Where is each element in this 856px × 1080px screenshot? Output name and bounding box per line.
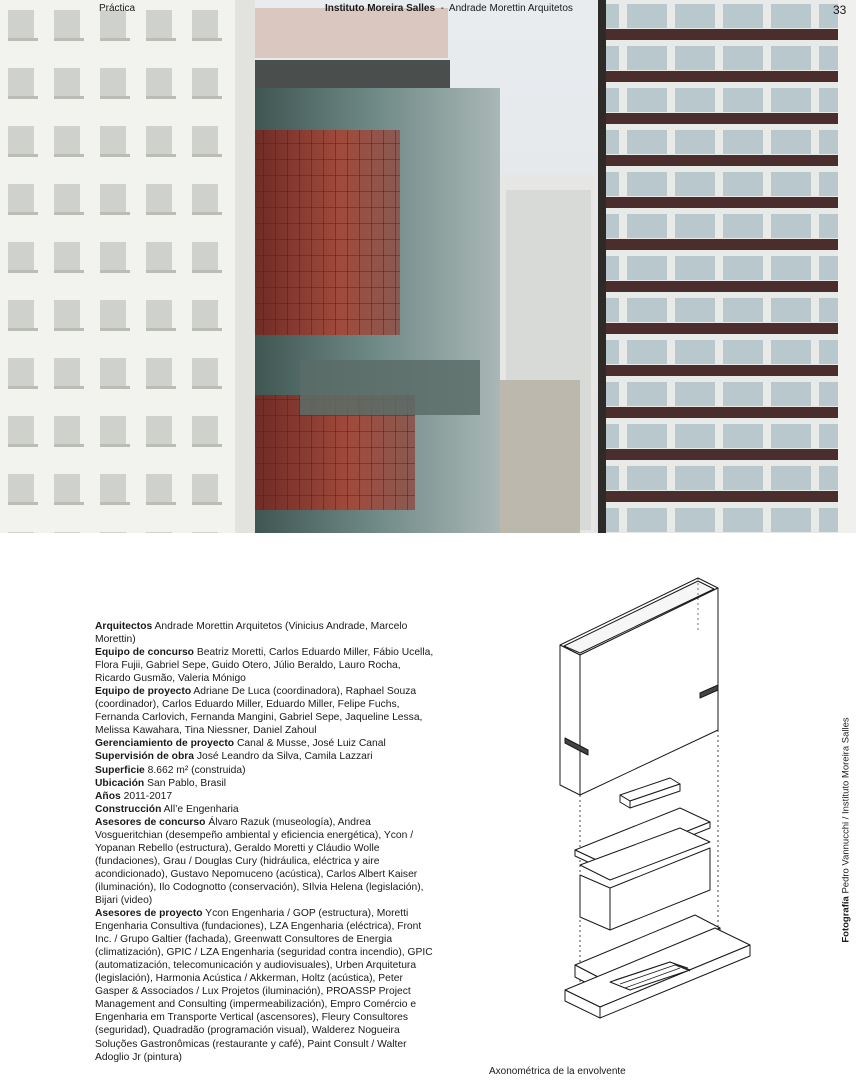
credit-text: Canal & Musse, José Luiz Canal (236, 738, 386, 750)
credit-text: José Leandro da Silva, Camila Lazzari (196, 751, 373, 763)
credit-label: Asesores de proyecto (95, 908, 203, 920)
credit-entry (95, 816, 435, 907)
credit-label: Asesores de concurso (95, 816, 206, 828)
credit-label: Equipo de proyecto (95, 686, 192, 698)
credit-label: Equipo de concurso (95, 647, 194, 659)
running-title-bold: Instituto Moreira Salles (325, 3, 436, 14)
credit-label: Gerenciamiento de proyecto (95, 738, 235, 750)
building-photo (0, 0, 856, 533)
credit-entry (95, 750, 435, 763)
photo-credit-label: Fotografía (840, 896, 852, 943)
page-number: 33 (833, 3, 847, 17)
credit-label: Ubicación (95, 777, 145, 789)
running-title (325, 3, 573, 14)
running-title-rest: - Andrade Morettin Arquitetos (435, 3, 573, 14)
credit-entry (95, 803, 435, 816)
credit-text: All’e Engenharia (163, 803, 239, 815)
credit-label: Años (95, 790, 121, 802)
credit-text: Ycon Engenharia / GOP (estructura), Moretti Engenharia Consultiva (fundaciones), LZA Engenharia (eléctrica), Front Inc. / Grupo Galtier (fachada), Greenwatt Consultores de Energia (climatización), GPIC / LZA Engenharia (seguridad contra incendio), GPIC (automatización, telecomunicación y audiovisuales), Urben Arquitetura (legislación), Harmonia Acústica / Akkerman, Holtz (acústica), Peter Gasper & Associados / Lux Projetos (iluminación), PROASSP Project Management and Consulting (impermeabilización), Empro Comércio e Engenharia em Transporte Vertical (ascensores), Fleury Consultores (seguridad), Quadradão (programación visual), Walderez Nogueira Soluções Gastronômicas (restaurante y café), Paint Consult / Walter Adoglio Jr (pintura) (95, 908, 433, 1063)
page-header (0, 0, 856, 20)
axonometric-drawing (520, 570, 780, 1040)
credit-label: Superficie (95, 764, 145, 776)
credit-label: Supervisión de obra (95, 751, 194, 763)
section-label: Práctica (99, 3, 136, 14)
credit-label: Arquitectos (95, 621, 153, 632)
credit-entry (95, 790, 435, 803)
credit-entry (95, 646, 435, 685)
credit-entry (95, 737, 435, 750)
axonometric-caption: Axonométrica de la envolvente (489, 1066, 626, 1077)
credit-entry (95, 685, 435, 737)
credit-entry (95, 907, 435, 1064)
credit-text: 8.662 m² (construida) (147, 764, 246, 776)
credit-text: Álvaro Razuk (museología), Andrea Vosgueritchian (desempeño ambiental y eficiencia energética), Ycon / Yopanan Rebello (estructura), Geraldo Moretti y Cláudio Wolle (fundaciones), Grau / Douglas Cury (hidráulica, eléctrica y aire acondicionado), Gustavo Nepomuceno (acústica), Carlos Albert Kaiser (iluminación), Ilo Codognotto (conservación), SIlvia Helena (legislación), Bijari (video) (95, 816, 424, 906)
credit-label: Construcción (95, 803, 162, 815)
credit-entry (95, 764, 435, 777)
credit-entry (95, 777, 435, 790)
credit-text: 2011-2017 (123, 790, 173, 802)
credit-entry (95, 620, 435, 646)
credit-text: Beatriz Moretti, Carlos Eduardo Miller, Fábio Ucella, Flora Fujii, Gabriel Sepe, Guido Otero, Júlio Beraldo, Lauro Rocha, Ricardo Gusmão, Valeria Mónigo (95, 647, 434, 685)
credit-text: Adriane De Luca (coordinadora), Raphael Souza (coordinador), Carlos Eduardo Miller, Eduardo Miller, Felipe Fuchs, Fernanda Carlovich, Fernanda Mangini, Gabriel Sepe, Jaqueline Lessa, Melissa Kawahara, Tina Niessner, Daniel Zahoul (95, 686, 423, 737)
project-credits (95, 620, 435, 1064)
photo-credit (841, 717, 852, 942)
credit-text: San Pablo, Brasil (147, 777, 227, 789)
credit-text: Andrade Morettin Arquitetos (Vinicius Andrade, Marcelo Morettin) (95, 621, 408, 646)
photo-credit-text: Pedro Vannucchi / Instituto Moreira Salles (840, 717, 852, 894)
